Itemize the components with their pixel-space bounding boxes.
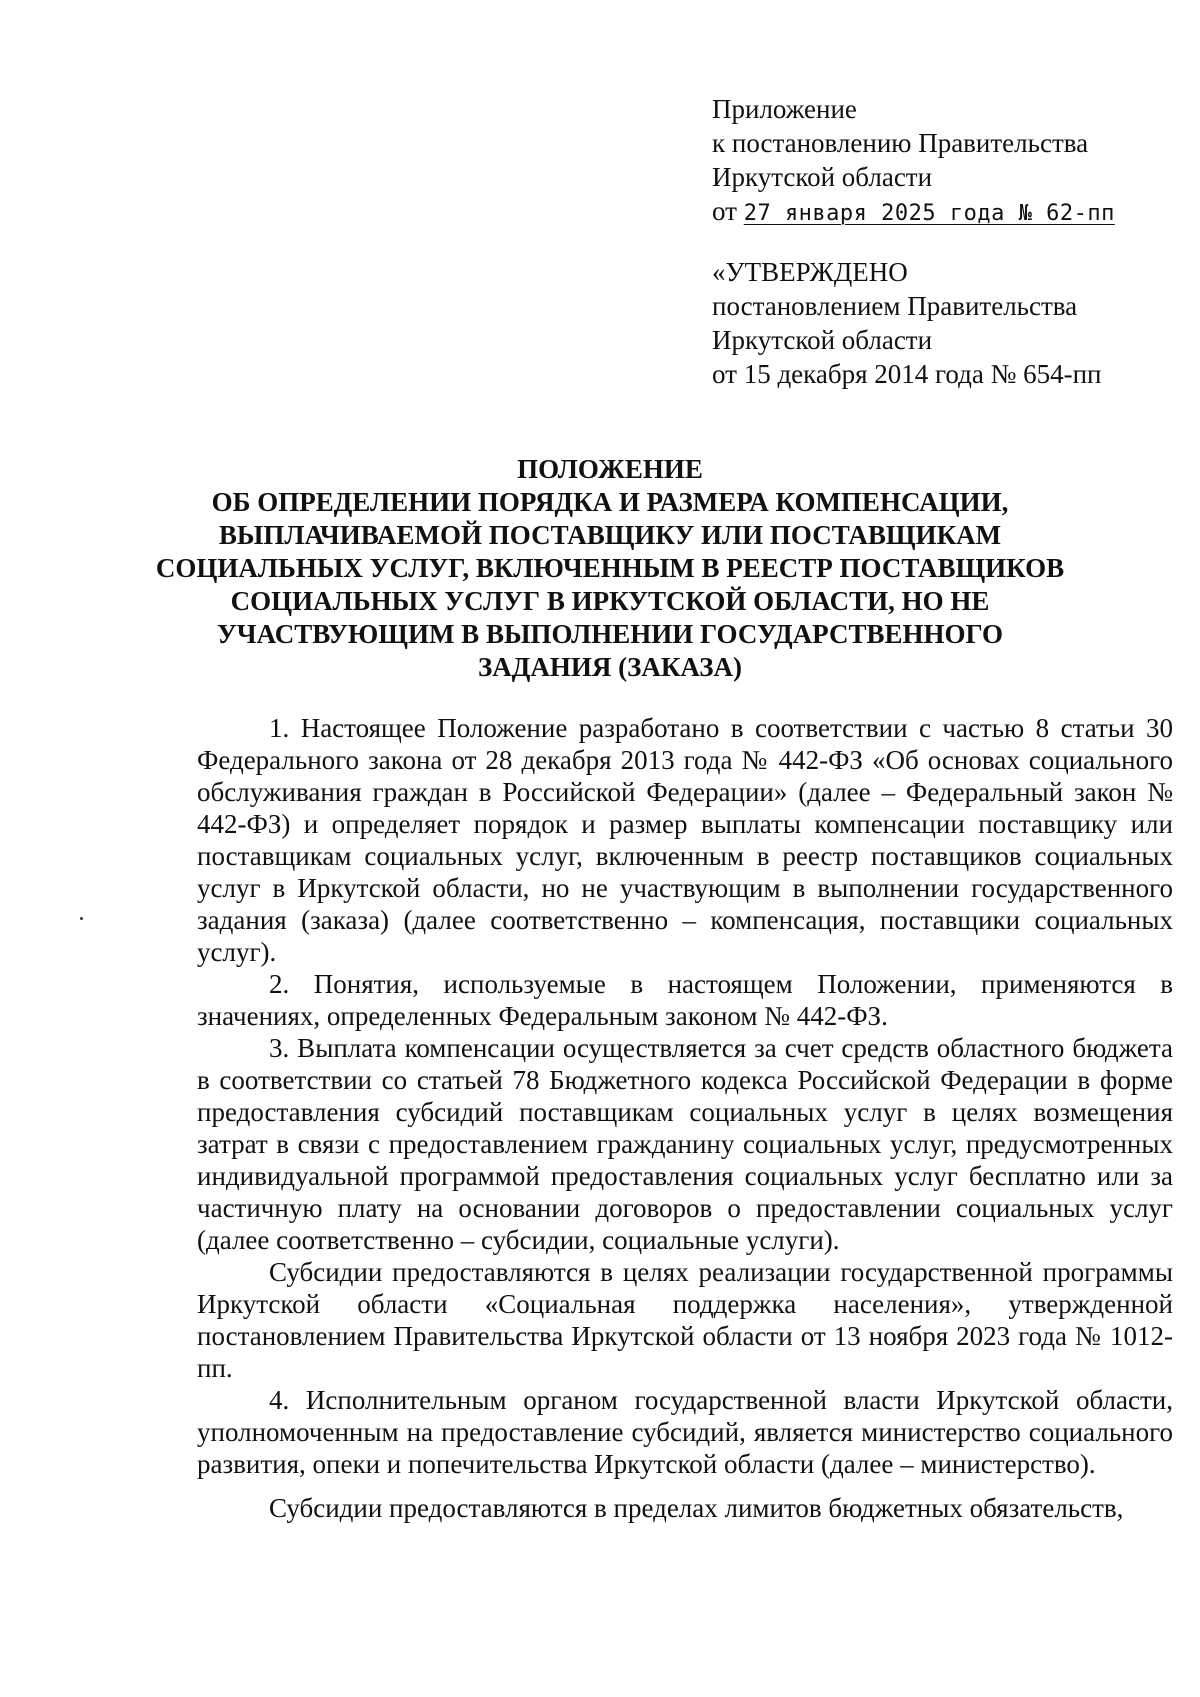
appendix-title: Приложение bbox=[712, 94, 857, 124]
paragraph-3-subsidies: Субсидии предоставляются в целях реализации государственной программы Иркутской области «Социальная поддержка населения», утвержденной постановлением Правительства Иркутской области от 13 ноября 2023 года № 1012-пп. bbox=[197, 1257, 1173, 1383]
title-line-3: ВЫПЛАЧИВАЕМОЙ ПОСТАВЩИКУ ИЛИ ПОСТАВЩИКАМ bbox=[218, 520, 1002, 550]
title-line-4: СОЦИАЛЬНЫХ УСЛУГ, ВКЛЮЧЕННЫМ В РЕЕСТР ПОСТАВЩИКОВ bbox=[155, 553, 1065, 583]
document-title bbox=[150, 453, 1070, 684]
appendix-reference: к постановлению Правительства bbox=[712, 128, 1089, 158]
approved-date: от 15 декабря 2014 года № 654-пп bbox=[712, 359, 1102, 389]
paragraph-1: 1. Настоящее Положение разработано в соответствии с частью 8 статьи 30 Федерального закона от 28 декабря 2013 года № 442-ФЗ «Об основах социального обслуживания граждан в Российской Федерации» (далее – Федеральный закон № 442-ФЗ) и определяет порядок и размер выплаты компенсации поставщику или поставщикам социальных услуг, включенным в реестр поставщиков социальных услуг в Иркутской области, но не участвующим в выполнении государственного задания (заказа) (далее соответственно – компенсация, поставщики социальных услуг). bbox=[197, 713, 1173, 967]
title-line-6: УЧАСТВУЮЩИМ В ВЫПОЛНЕНИИ ГОСУДАРСТВЕННОГО bbox=[216, 619, 1004, 649]
appendix-date-prefix: от bbox=[712, 196, 744, 226]
appendix-header bbox=[712, 92, 1152, 231]
paragraph-4: 4. Исполнительным органом государственной власти Иркутской области, уполномоченным на предоставление субсидий, является министерство социального развития, опеки и попечительства Иркутской области (далее – министерство). bbox=[197, 1385, 1173, 1479]
appendix-region: Иркутской области bbox=[712, 162, 933, 192]
scan-speck bbox=[80, 917, 83, 920]
appendix-date-line bbox=[712, 194, 1152, 231]
title-line-2: ОБ ОПРЕДЕЛЕНИИ ПОРЯДКА И РАЗМЕРА КОМПЕНСАЦИИ, bbox=[211, 487, 1009, 517]
approved-heading: «УТВЕРЖДЕНО bbox=[712, 257, 908, 287]
approved-by: постановлением Правительства bbox=[712, 291, 1078, 321]
paragraph-4-limits: Субсидии предоставляются в пределах лимитов бюджетных обязательств, bbox=[269, 1493, 1124, 1523]
approved-stamp bbox=[712, 255, 1152, 391]
paragraph-2: 2. Понятия, используемые в настоящем Положении, применяются в значениях, определенных Федеральным законом № 442-ФЗ. bbox=[197, 969, 1173, 1031]
approved-region: Иркутской области bbox=[712, 325, 933, 355]
document-body bbox=[197, 712, 1173, 1524]
title-line-5: СОЦИАЛЬНЫХ УСЛУГ В ИРКУТСКОЙ ОБЛАСТИ, НО НЕ bbox=[230, 586, 990, 616]
title-line-1: ПОЛОЖЕНИЕ bbox=[517, 454, 703, 484]
appendix-date-value: 27 января 2025 года № 62-пп bbox=[743, 201, 1115, 226]
title-line-7: ЗАДАНИЯ (ЗАКАЗА) bbox=[478, 652, 742, 682]
paragraph-3: 3. Выплата компенсации осуществляется за счет средств областного бюджета в соответствии со статьей 78 Бюджетного кодекса Российской Федерации в форме предоставления субсидий поставщикам социальных услуг в целях возмещения затрат в связи с предоставлением гражданину социальных услуг, предусмотренных индивидуальной программой предоставления социальных услуг бесплатно или за частичную плату на основании договоров о предоставлении социальных услуг (далее соответственно – субсидии, социальные услуги). bbox=[197, 1033, 1173, 1255]
